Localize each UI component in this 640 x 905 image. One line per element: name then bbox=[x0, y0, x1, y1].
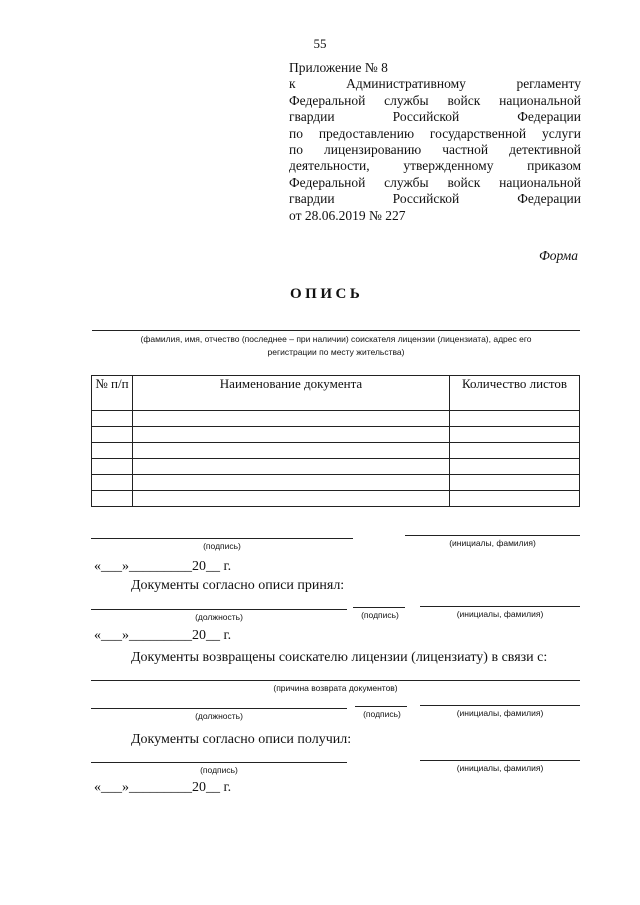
appendix-line: Приложение № 8 bbox=[289, 60, 388, 75]
appendix-line: деятельности, утвержденному приказом bbox=[289, 158, 581, 174]
signature-caption: (подпись) bbox=[203, 541, 241, 551]
applicant-caption-line-1: (фамилия, имя, отчество (последнее – при наличии) соискателя лицензии (лицензиата), адрес его bbox=[140, 334, 532, 344]
applicant-field-line[interactable] bbox=[92, 330, 580, 331]
cell-number[interactable] bbox=[92, 459, 133, 475]
table-row bbox=[92, 443, 580, 459]
applicant-caption-line-2: регистрации по месту жительства) bbox=[267, 347, 405, 357]
documents-table bbox=[91, 375, 580, 507]
cell-document-name[interactable] bbox=[133, 491, 450, 507]
appendix-line: по лицензированию частной детективной bbox=[289, 142, 581, 158]
appendix-line: гвардии Российской Федерации bbox=[289, 109, 581, 125]
date-field[interactable]: «___»_________20__ г. bbox=[94, 628, 232, 643]
column-header-number: № п/п bbox=[92, 376, 133, 411]
cell-document-name[interactable] bbox=[133, 475, 450, 491]
page-number: 55 bbox=[313, 36, 327, 51]
applicant-caption bbox=[92, 333, 580, 359]
initials-line[interactable] bbox=[420, 705, 580, 706]
table-row bbox=[92, 427, 580, 443]
cell-number[interactable] bbox=[92, 475, 133, 491]
initials-line[interactable] bbox=[420, 606, 580, 607]
signature-caption: (подпись) bbox=[363, 709, 401, 719]
position-caption: (должность) bbox=[195, 711, 243, 721]
cell-sheet-count[interactable] bbox=[450, 475, 580, 491]
cell-number[interactable] bbox=[92, 411, 133, 427]
table-header-row bbox=[92, 376, 580, 411]
position-line[interactable] bbox=[91, 708, 347, 709]
column-header-document-name: Наименование документа bbox=[133, 376, 450, 411]
appendix-line: Федеральной службы войск национальной bbox=[289, 92, 581, 108]
cell-sheet-count[interactable] bbox=[450, 411, 580, 427]
cell-document-name[interactable] bbox=[133, 411, 450, 427]
table-row bbox=[92, 459, 580, 475]
cell-sheet-count[interactable] bbox=[450, 427, 580, 443]
appendix-line: гвардии Российской Федерации bbox=[289, 191, 581, 207]
appendix-line: по предоставлению государственной услуги bbox=[289, 125, 581, 141]
document-title: ОПИСЬ bbox=[290, 286, 364, 302]
return-reason-caption: (причина возврата документов) bbox=[273, 683, 398, 693]
initials-caption: (инициалы, фамилия) bbox=[456, 708, 544, 718]
initials-caption: (инициалы, фамилия) bbox=[456, 609, 544, 619]
signature-caption: (подпись) bbox=[361, 610, 399, 620]
cell-sheet-count[interactable] bbox=[450, 459, 580, 475]
cell-number[interactable] bbox=[92, 427, 133, 443]
cell-document-name[interactable] bbox=[133, 459, 450, 475]
initials-caption: (инициалы, фамилия) bbox=[456, 763, 544, 773]
received-heading: Документы согласно описи получил: bbox=[131, 732, 352, 747]
position-line[interactable] bbox=[91, 609, 347, 610]
cell-number[interactable] bbox=[92, 443, 133, 459]
signature-line[interactable] bbox=[91, 762, 347, 763]
initials-caption: (инициалы, фамилия) bbox=[449, 538, 536, 548]
signature-caption: (подпись) bbox=[200, 765, 238, 775]
appendix-line: Федеральной службы войск национальной bbox=[289, 174, 581, 190]
table-row bbox=[92, 411, 580, 427]
signature-line[interactable] bbox=[353, 607, 405, 608]
appendix-line: от 28.06.2019 № 227 bbox=[289, 207, 406, 223]
returned-heading: Документы возвращены соискателю лицензии (лицензиату) в связи с: bbox=[131, 650, 548, 665]
date-field[interactable]: «___»_________20__ г. bbox=[94, 559, 232, 574]
cell-document-name[interactable] bbox=[133, 443, 450, 459]
initials-line[interactable] bbox=[420, 760, 580, 761]
return-reason-line[interactable] bbox=[91, 680, 580, 681]
appendix-line: к Административному регламенту bbox=[289, 76, 581, 92]
cell-document-name[interactable] bbox=[133, 427, 450, 443]
cell-number[interactable] bbox=[92, 491, 133, 507]
signature-line[interactable] bbox=[91, 538, 353, 539]
date-field[interactable]: «___»_________20__ г. bbox=[94, 780, 232, 795]
table-row bbox=[92, 475, 580, 491]
cell-sheet-count[interactable] bbox=[450, 491, 580, 507]
signature-line[interactable] bbox=[355, 706, 407, 707]
column-header-sheet-count: Количество листов bbox=[450, 376, 580, 411]
accepted-heading: Документы согласно описи принял: bbox=[131, 578, 345, 593]
appendix-header bbox=[289, 60, 581, 224]
table-row bbox=[92, 491, 580, 507]
cell-sheet-count[interactable] bbox=[450, 443, 580, 459]
form-label: Форма bbox=[538, 248, 578, 263]
position-caption: (должность) bbox=[195, 612, 243, 622]
initials-line[interactable] bbox=[405, 535, 580, 536]
